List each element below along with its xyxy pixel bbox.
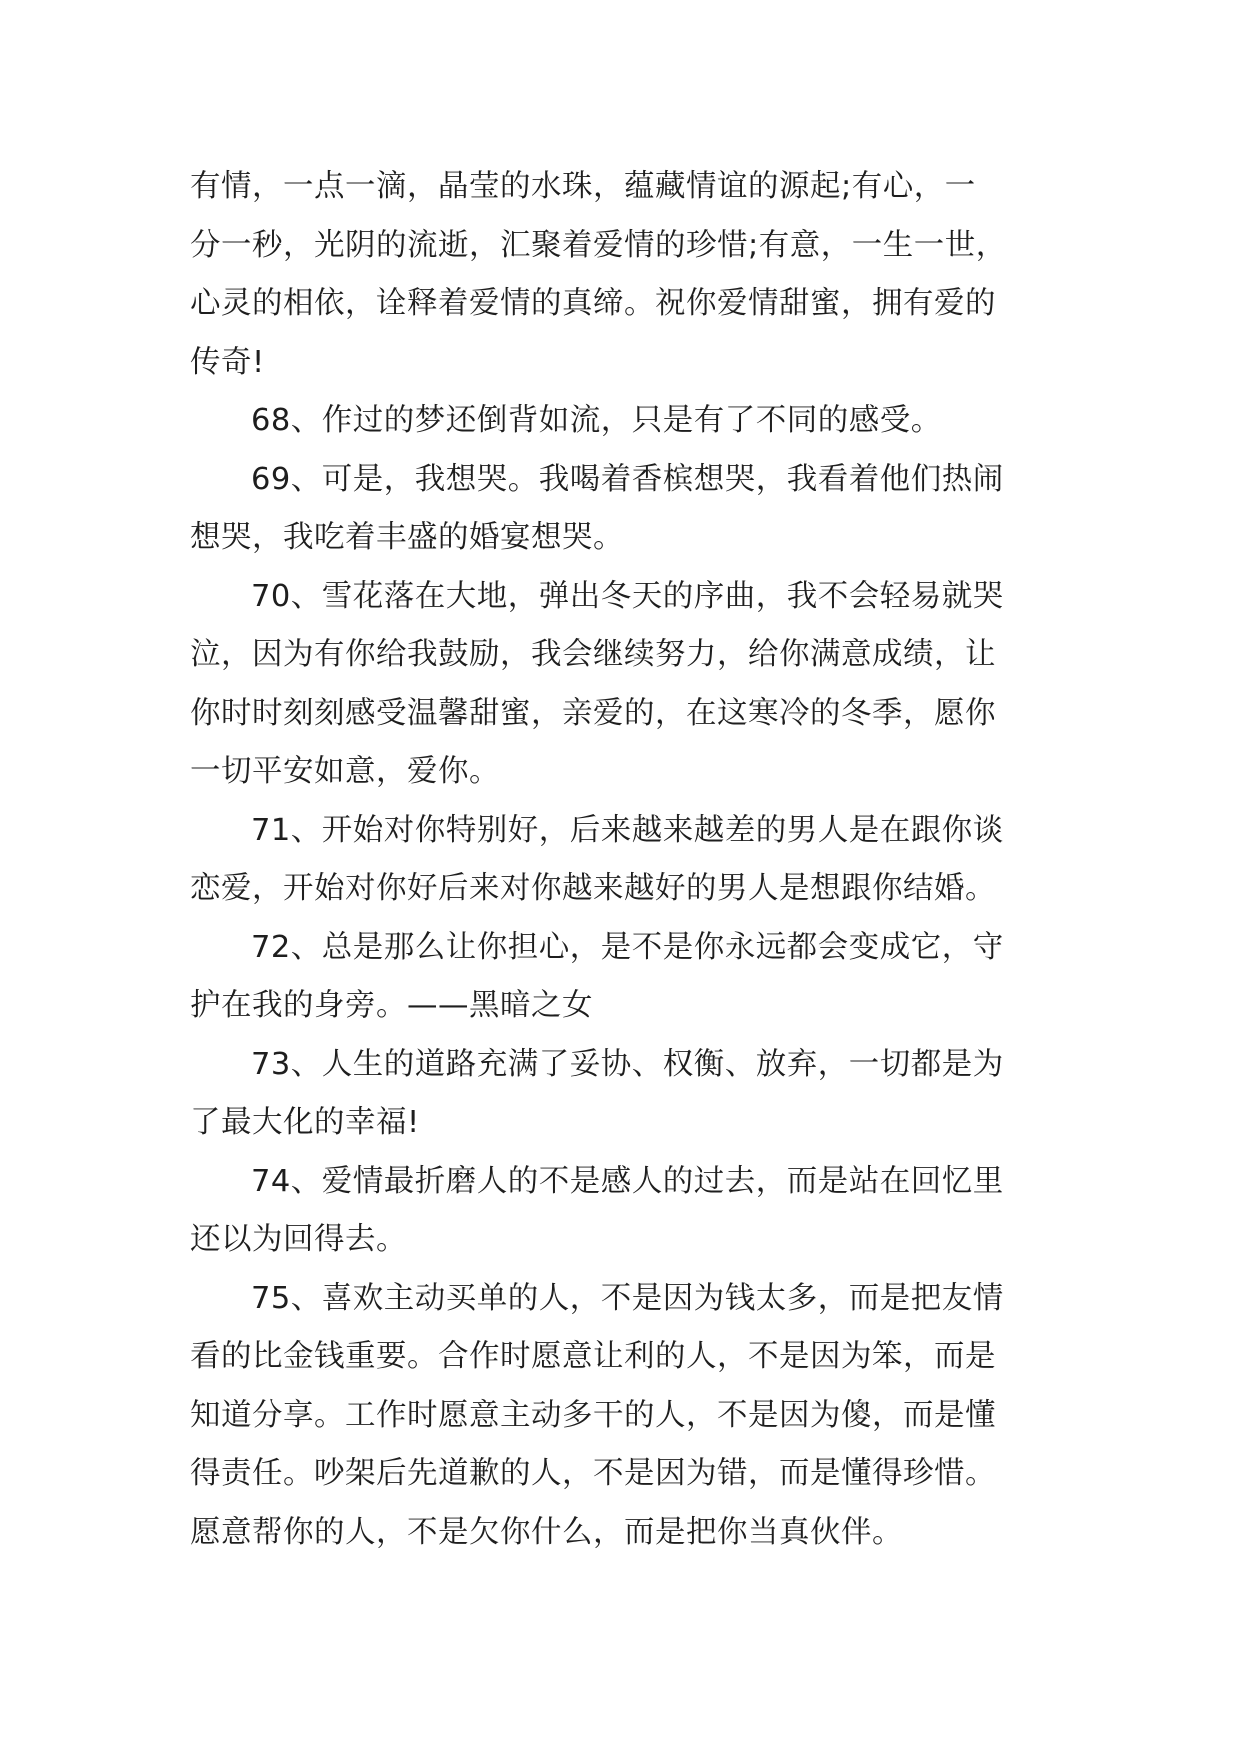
- paragraph-70-line: 70、雪花落在大地，弹出冬天的序曲，我不会轻易就哭: [251, 578, 1004, 614]
- document-body: [190, 158, 1070, 1562]
- text-line: 你时时刻刻感受温馨甜蜜，亲爱的，在这寒冷的冬季，愿你: [190, 695, 996, 731]
- paragraph-74-line: 74、爱情最折磨人的不是感人的过去，而是站在回忆里: [251, 1163, 1004, 1199]
- paragraph-72-line: 72、总是那么让你担心，是不是你永远都会变成它，守: [251, 929, 1004, 965]
- text-line: 得责任。吵架后先道歉的人，不是因为错，而是懂得珍惜。: [190, 1456, 996, 1491]
- paragraph-73-line: 73、人生的道路充满了妥协、权衡、放弃，一切都是为: [251, 1046, 1004, 1082]
- text-line: 传奇!: [190, 344, 265, 380]
- text-line: 还以为回得去。: [190, 1222, 407, 1257]
- paragraph-75-line: 75、喜欢主动买单的人，不是因为钱太多，而是把友情: [251, 1280, 1004, 1316]
- text-line: 了最大化的幸福!: [190, 1105, 420, 1140]
- paragraph-69-line: 69、可是，我想哭。我喝着香槟想哭，我看着他们热闹: [251, 461, 1004, 497]
- text-line: 泣，因为有你给我鼓励，我会继续努力，给你满意成绩，让: [190, 637, 996, 672]
- text-line: 护在我的身旁。——黑暗之女: [190, 988, 593, 1023]
- text-line: 有情，一点一滴，晶莹的水珠，蕴藏情谊的源起;有心，一: [190, 169, 976, 204]
- text-line: 恋爱，开始对你好后来对你越来越好的男人是想跟你结婚。: [190, 871, 996, 906]
- paragraph-68-line: 68、作过的梦还倒背如流，只是有了不同的感受。: [251, 403, 942, 438]
- text-line: 一切平安如意，爱你。: [190, 754, 500, 789]
- text-line: 分一秒，光阴的流逝，汇聚着爱情的珍惜;有意，一生一世，: [190, 227, 1007, 263]
- text-line: 想哭，我吃着丰盛的婚宴想哭。: [190, 520, 624, 555]
- text-line: 心灵的相依，诠释着爱情的真缔。祝你爱情甜蜜，拥有爱的: [190, 286, 996, 321]
- text-line: 愿意帮你的人，不是欠你什么，而是把你当真伙伴。: [190, 1514, 903, 1550]
- text-line: 看的比金钱重要。合作时愿意让利的人，不是因为笨，而是: [190, 1339, 996, 1374]
- text-line: 知道分享。工作时愿意主动多干的人，不是因为傻，而是懂: [190, 1397, 996, 1433]
- paragraph-71-line: 71、开始对你特别好，后来越来越差的男人是在跟你谈: [251, 812, 1004, 848]
